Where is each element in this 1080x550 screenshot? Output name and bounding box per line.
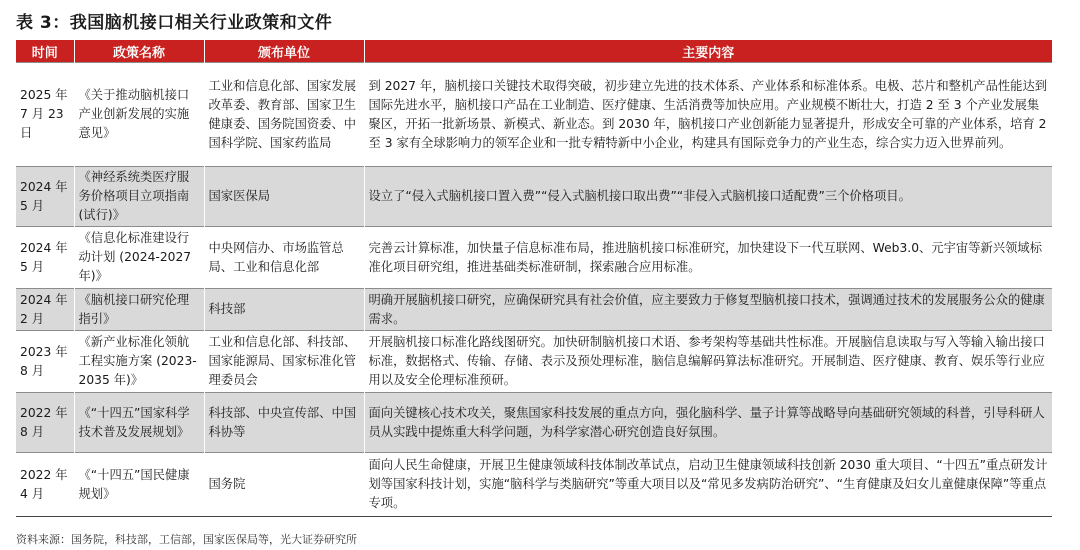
table-header-row [16, 40, 1052, 63]
cell-policy-name: 《信息化标准建设行动计划 (2024-2027 年)》 [74, 227, 204, 289]
header-issuing-unit: 颁布单位 [204, 40, 364, 63]
cell-issuing-unit: 工业和信息化部、国家发展改革委、教育部、国家卫生健康委、国务院国资委、中国科学院、国家药监局 [204, 63, 364, 167]
header-main-content: 主要内容 [364, 40, 1052, 63]
cell-issuing-unit: 科技部 [204, 289, 364, 331]
header-policy-name: 政策名称 [74, 40, 204, 63]
table-row [16, 227, 1052, 289]
header-time: 时间 [16, 40, 74, 63]
cell-time: 2022 年 4 月 [16, 453, 74, 517]
cell-issuing-unit: 中央网信办、市场监管总局、工业和信息化部 [204, 227, 364, 289]
cell-main-content: 明确开展脑机接口研究，应确保研究具有社会价值，应主要致力于修复型脑机接口技术，强调通过技术的发展服务公众的健康需求。 [364, 289, 1052, 331]
cell-issuing-unit: 国务院 [204, 453, 364, 517]
cell-main-content: 到 2027 年，脑机接口关键技术取得突破，初步建立先进的技术体系、产业体系和标准体系。电极、芯片和整机产品性能达到国际先进水平，脑机接口产品在工业制造、医疗健康、生活消费等加快应用。产业规模不断壮大，打造 2 至 3 个产业发展集聚区，开拓一批新场景、新模式、新业态。到 2030 年，脑机接口产业创新能力显著提升，形成安全可靠的产业体系，培育 2 至 3 家有全球影响力的领军企业和一批专精特新中小企业，构建具有国际竞争力的产业生态，综合实力迈入世界前列。 [364, 63, 1052, 167]
policy-table [16, 40, 1052, 517]
table-row [16, 63, 1052, 167]
cell-time: 2024 年 2 月 [16, 289, 74, 331]
cell-issuing-unit: 科技部、中央宣传部、中国科协等 [204, 393, 364, 453]
cell-issuing-unit: 工业和信息化部、科技部、国家能源局、国家标准化管理委员会 [204, 331, 364, 393]
cell-policy-name: 《脑机接口研究伦理指引》 [74, 289, 204, 331]
table-row [16, 393, 1052, 453]
cell-time: 2024 年 5 月 [16, 167, 74, 227]
cell-policy-name: 《“十四五”国民健康规划》 [74, 453, 204, 517]
cell-main-content: 开展脑机接口标准化路线图研究。加快研制脑机接口术语、参考架构等基础共性标准。开展脑信息读取与写入等输入输出接口标准，数据格式、传输、存储、表示及预处理标准，脑信息编解码算法标准研究。开展制造、医疗健康、教育、娱乐等行业应用以及安全伦理标准预研。 [364, 331, 1052, 393]
table-row [16, 289, 1052, 331]
cell-time: 2025 年 7 月 23 日 [16, 63, 74, 167]
cell-main-content: 面向关键核心技术攻关，聚焦国家科技发展的重点方向，强化脑科学、量子计算等战略导向基础研究领域的科普，引导科研人员从实践中提炼重大科学问题，为科学家潜心研究创造良好氛围。 [364, 393, 1052, 453]
table-row [16, 453, 1052, 517]
cell-time: 2024 年 5 月 [16, 227, 74, 289]
cell-policy-name: 《新产业标准化领航工程实施方案 (2023-2035 年)》 [74, 331, 204, 393]
cell-issuing-unit: 国家医保局 [204, 167, 364, 227]
table-row [16, 331, 1052, 393]
table-title: 表 3：我国脑机接口相关行业政策和文件 [16, 13, 333, 33]
cell-time: 2022 年 8 月 [16, 393, 74, 453]
cell-policy-name: 《神经系统类医疗服务价格项目立项指南(试行)》 [74, 167, 204, 227]
cell-policy-name: 《“十四五”国家科学技术普及发展规划》 [74, 393, 204, 453]
source-note: 资料来源：国务院，科技部，工信部，国家医保局等，光大证券研究所 [16, 533, 357, 546]
cell-main-content: 完善云计算标准，加快量子信息标准布局，推进脑机接口标准研究，加快建设下一代互联网、Web3.0、元宇宙等新兴领域标准化项目研究组，推进基础类标准研制，探索融合应用标准。 [364, 227, 1052, 289]
cell-main-content: 设立了“侵入式脑机接口置入费”“侵入式脑机接口取出费”“非侵入式脑机接口适配费”三个价格项目。 [364, 167, 1052, 227]
cell-policy-name: 《关于推动脑机接口产业创新发展的实施意见》 [74, 63, 204, 167]
table-row [16, 167, 1052, 227]
cell-time: 2023 年 8 月 [16, 331, 74, 393]
cell-main-content: 面向人民生命健康，开展卫生健康领域科技体制改革试点，启动卫生健康领域科技创新 2030 重大项目、“十四五”重点研发计划等国家科技计划，实施“脑科学与类脑研究”等重大项目以及“常见多发病防治研究”、“生育健康及妇女儿童健康保障”等重点专项。 [364, 453, 1052, 517]
